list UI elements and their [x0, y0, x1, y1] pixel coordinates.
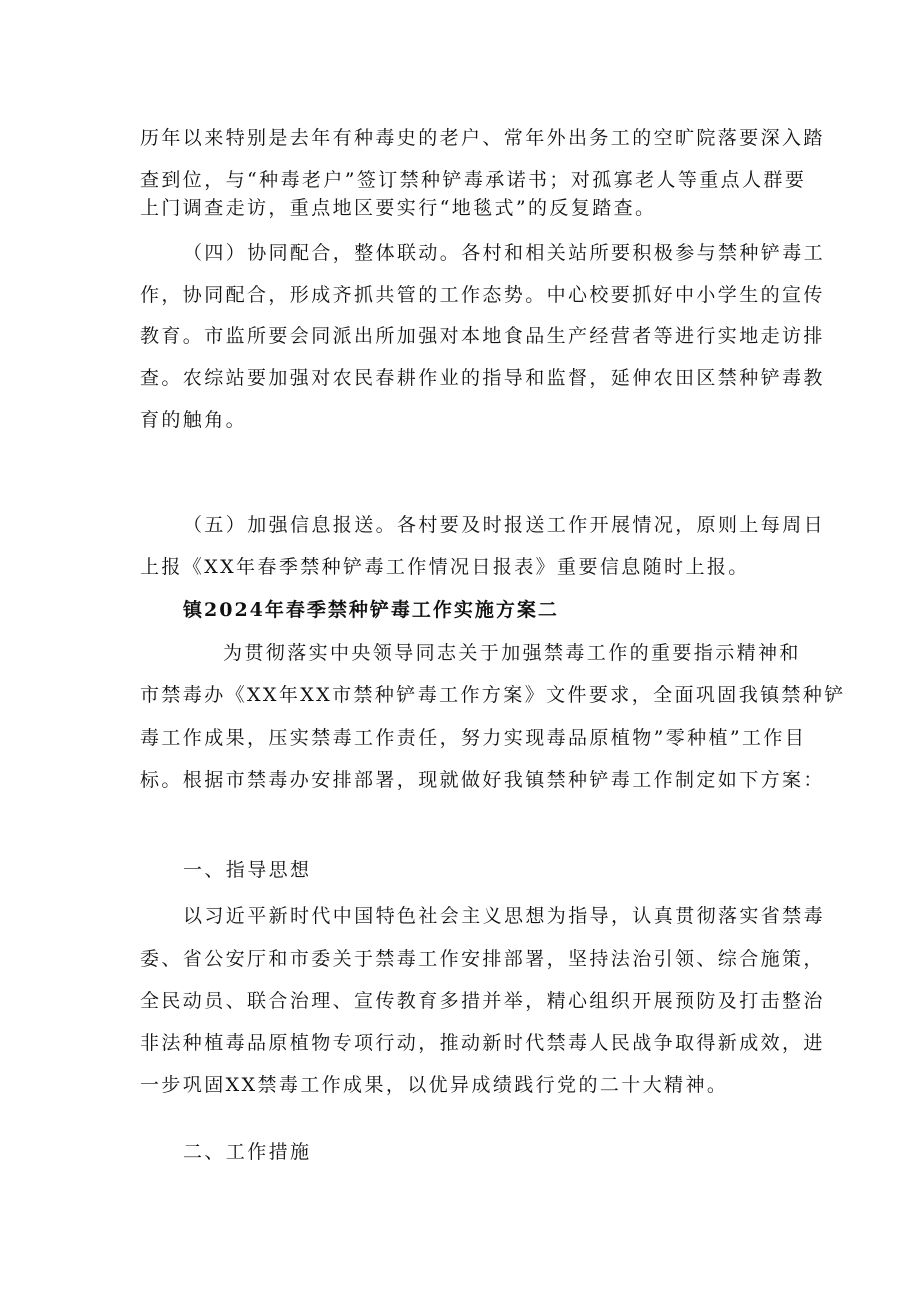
- body-line: 一步巩固XX禁毒工作成果，以优异成绩践行党的二十大精神。: [140, 1074, 729, 1096]
- body-line: 教育。市监所要会同派出所加强对本地食品生产经营者等进行实地走访排: [140, 325, 825, 347]
- body-line: 委、省公安厅和市委关于禁毒工作安排部署，坚持法治引领、综合施策，: [140, 948, 825, 970]
- body-line: 毒工作成果，压实禁毒工作责任，努力实现毒品原植物”零种植”工作目: [140, 727, 807, 749]
- body-line: 查。农综站要加强对农民春耕作业的指导和监督，延伸农田区禁种铲毒教: [140, 367, 825, 389]
- body-line: 育的触角。: [140, 409, 248, 431]
- body-line: 标。根据市禁毒办安排部署，现就做好我镇禁种铲毒工作制定如下方案：: [140, 769, 825, 791]
- paragraph-start-line: （五）加强信息报送。各村要及时报送工作开展情况，原则上每周日: [183, 514, 826, 536]
- paragraph-start-line: 为贯彻落实中央领导同志关于加强禁毒工作的重要指示精神和: [223, 642, 801, 664]
- paragraph-start-line: （四）协同配合，整体联动。各村和相关站所要积极参与禁种铲毒工: [183, 242, 826, 264]
- body-line: 作，协同配合，形成齐抓共管的工作态势。中心校要抓好中小学生的宣传: [140, 284, 825, 306]
- body-line: 市禁毒办《XX年XX市禁种铲毒工作方案》文件要求，全面巩固我镇禁种铲: [140, 684, 846, 706]
- subheading-guiding-ideology: 一、指导思想: [183, 859, 312, 881]
- body-line: 全民动员、联合治理、宣传教育多措并举，精心组织开展预防及打击整治: [140, 990, 825, 1012]
- body-line: 非法种植毒品原植物专项行动，推动新时代禁毒人民战争取得新成效，进: [140, 1032, 825, 1054]
- section-title: 镇2024年春季禁种铲毒工作实施方案二: [183, 599, 559, 621]
- body-line: 历年以来特别是去年有种毒史的老户、常年外出务工的空旷院落要深入踏: [140, 127, 825, 149]
- body-line: 上门调查走访，重点地区要实行“地毯式”的反复踏查。: [140, 197, 657, 219]
- subheading-work-measures: 二、工作措施: [183, 1141, 312, 1163]
- body-line: 查到位，与“种毒老户”签订禁种铲毒承诺书；对孤寡老人等重点人群要: [140, 169, 807, 191]
- paragraph-start-line: 以习近平新时代中国特色社会主义思想为指导，认真贯彻落实省禁毒: [183, 905, 826, 927]
- body-line: 上报《XX年春季禁种铲毒工作情况日报表》重要信息随时上报。: [140, 556, 750, 578]
